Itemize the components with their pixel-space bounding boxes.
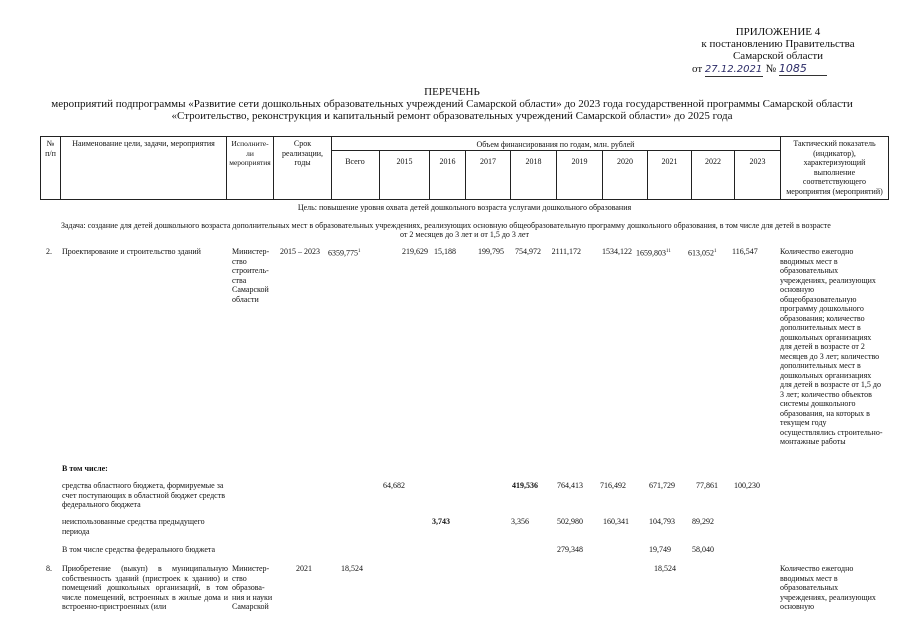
row-name: неиспользованные средства предыдущего периода — [62, 517, 205, 536]
row-number: 2. — [46, 247, 52, 256]
from-label: от — [692, 63, 703, 75]
number-label: № — [765, 63, 777, 75]
row-total-footnote: 1 — [358, 249, 361, 254]
cell-2023: 100,230 — [734, 481, 760, 490]
cell-2021: 19,749 — [649, 545, 671, 554]
cell-2020: 160,341 — [603, 517, 629, 526]
col-year-2015: 2015 — [396, 157, 413, 166]
cell-2018: 754,972 — [515, 247, 541, 256]
cell-2021 — [636, 247, 671, 258]
cell-2019: 2111,172 — [551, 247, 581, 256]
col-year-2021: 2021 — [661, 157, 678, 166]
task-line-1: Задача: создание для детей дошкольного возраста дополнительных мест в образовательных учреждениях, реализующих основную общеобразовательную программу дошкольного образования, в том числе для детей в возрасте — [61, 221, 831, 230]
document-title: ПЕРЕЧЕНЬ — [424, 86, 480, 98]
cell-2019: 502,980 — [557, 517, 583, 526]
col-total-header: Всего — [345, 157, 365, 166]
cell-2021-footnote: 11 — [666, 249, 671, 254]
row-indicator: Количество ежегодно вводимых мест в образовательных учреждениях, реализующих основную — [780, 564, 876, 611]
row-indicator: Количество ежегодно вводимых мест в образовательных учреждениях, реализующих основную общеобразовательную программу дошкольного образования; количество дополнительных мест в дошкольных организациях для детей в возрасте от 2 месяцев до 3 лет; количество дополнительных мест в дошкольных организациях для детей в возрасте от 1,5 до 3 лет; количество объектов системы дошкольного образования, на которых в текущем году осуществлялись строительно- монтажные работы — [780, 247, 883, 446]
cell-2019: 764,413 — [557, 481, 583, 490]
col-year-2022: 2022 — [705, 157, 721, 166]
row-executor: Министер- ство строитель- ства Самарской области — [232, 247, 270, 304]
col-year-2017: 2017 — [480, 157, 496, 166]
cell-2021: 671,729 — [649, 481, 675, 490]
cell-2020: 716,492 — [600, 481, 626, 490]
col-financing-header: Объем финансирования по годам, млн. рублей — [476, 140, 635, 149]
resolution-date-line — [692, 62, 892, 77]
cell-2021-value: 1659,803 — [636, 248, 666, 258]
col-year-2020: 2020 — [617, 157, 633, 166]
cell-2022: 89,292 — [692, 517, 714, 526]
row-total: 18,524 — [341, 564, 363, 573]
cell-2022-value: 613,052 — [688, 248, 714, 258]
cell-2022: 77,861 — [696, 481, 718, 490]
cell-2022: 58,040 — [692, 545, 714, 554]
region-label: Самарской области — [732, 50, 824, 62]
col-year-2019: 2019 — [571, 157, 588, 166]
cell-2022 — [688, 247, 717, 258]
cell-2015: 64,682 — [383, 481, 405, 490]
cell-2018: 3,356 — [511, 517, 529, 526]
col-executor-header: Исполните- ли мероприятия — [229, 139, 271, 167]
cell-2016: 15,188 — [434, 247, 456, 256]
col-num-header: № п/п — [45, 139, 56, 158]
row-name: средства областного бюджета, формируемые за счет поступающих в областной бюджет средств федерального бюджета — [62, 481, 226, 509]
cell-2017: 199,795 — [478, 247, 504, 256]
row-name: В том числе средства федерального бюджета — [62, 545, 216, 554]
row-name: Проектирование и строительство зданий — [62, 247, 201, 256]
goal-text: Цель: повышение уровня охвата детей дошкольного возраста услугами дошкольного образования — [297, 203, 632, 212]
col-term-header: Срок реализации, годы — [281, 139, 324, 167]
cell-2023: 116,547 — [732, 247, 758, 256]
cell-2020: 1534,122 — [602, 247, 632, 256]
cell-2019: 279,348 — [557, 545, 583, 554]
title-line-1: мероприятий подпрограммы «Развитие сети дошкольных образовательных учреждений Самарской области» до 2023 года государственной программы Самарской области — [51, 98, 853, 110]
appendix-label: ПРИЛОЖЕНИЕ 4 — [735, 26, 821, 38]
row-number: 8. — [46, 564, 52, 573]
col-name-header: Наименование цели, задачи, мероприятия — [72, 139, 215, 148]
cell-2022-footnote: 1 — [714, 249, 717, 254]
resolution-label: к постановлению Правительства — [701, 38, 855, 50]
row-term: 2021 — [296, 564, 312, 573]
row-name: Приобретение (выкуп) в муниципальную собственность зданий (пристроек к зданию) и помещений дошкольных организаций, в том числе помещений, встроенных в жилые дома и встроенно-пристроенных (или — [62, 564, 228, 611]
cell-2021: 104,793 — [649, 517, 675, 526]
cell-2021: 18,524 — [654, 564, 676, 573]
row-term: 2015 – 2023 — [280, 247, 320, 256]
col-year-2016: 2016 — [439, 157, 456, 166]
cell-2018: 419,536 — [512, 481, 538, 490]
row-executor: Министер- ство образова- ния и науки Самарской — [232, 564, 273, 611]
cell-2015: 219,629 — [402, 247, 428, 256]
cell-2017: 3,743 — [432, 517, 450, 526]
row-total — [328, 247, 361, 258]
title-line-2: «Строительство, реконструкция и капитальный ремонт образовательных учреждений Самарской области» до 2025 года — [171, 110, 733, 122]
task-line-2: от 2 месяцев до 3 лет и от 1,5 до 3 лет — [400, 230, 529, 239]
col-year-2018: 2018 — [525, 157, 542, 166]
col-indicator-header: Тактический показатель (индикатор), характеризующий выполнение соответствующего мероприятия (мероприятий) — [786, 139, 883, 196]
row-total-value: 6359,775 — [328, 248, 358, 258]
handwritten-date: 27.12.2021 — [704, 64, 763, 75]
col-year-2023: 2023 — [749, 157, 766, 166]
including-label: В том числе: — [62, 464, 108, 473]
handwritten-number: 1085 — [779, 62, 827, 76]
